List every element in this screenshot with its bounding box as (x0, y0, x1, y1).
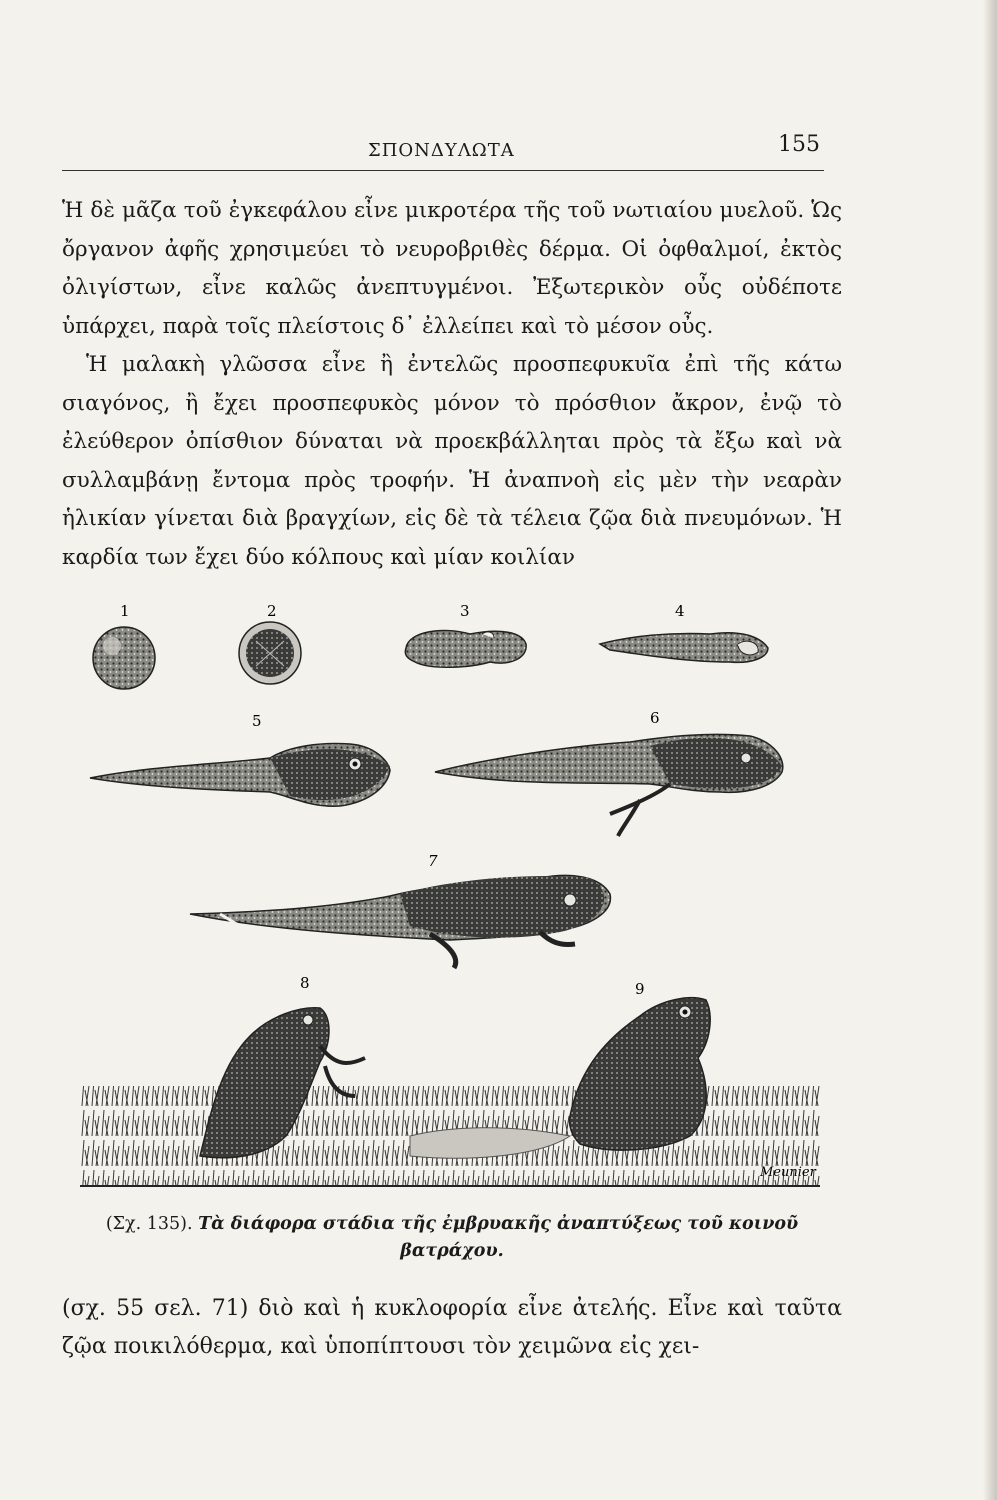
stage-label-6: 6 (650, 709, 660, 727)
artist-signature: Meunier (760, 1165, 816, 1180)
stage-7-froglet (190, 875, 610, 968)
paragraph: (σχ. 55 σελ. 71) διὸ καὶ ἡ κυκλοφορία εἶνε ἀτελής. Εἶνε καὶ ταῦτα ζῷα ποικιλόθερμα, καὶ ὑποπίπτουσι τὸν χειμῶνα εἰς χει- (62, 1296, 842, 1359)
stage-label-3: 3 (460, 602, 470, 620)
stage-1-egg (93, 627, 155, 689)
figure-caption-text: Τὰ διάφορα στάδια τῆς ἐμβρυακῆς ἀναπτύξεως τοῦ κοινοῦ βατράχου. (198, 1214, 799, 1261)
header-rule (62, 170, 824, 171)
grass-ground-scene (80, 1086, 820, 1186)
stage-3-embryo (405, 630, 526, 667)
stage-label-8: 8 (300, 974, 310, 992)
figure-caption (62, 1211, 842, 1265)
stage-label-7: 7 (428, 852, 438, 870)
stage-9-adult-frog (569, 998, 710, 1150)
figure-illustration (70, 596, 850, 1206)
stage-4-tadpole (600, 633, 768, 663)
running-title: ΣΠΟΝΔΥΛΩΤΑ (368, 140, 515, 161)
paragraph: Ἡ μαλακὴ γλῶσσα εἶνε ἢ ἐντελῶς προσπεφυκυῖα ἐπὶ τῆς κάτω σιαγόνος, ἢ ἔχει προσπεφυκὸς μόνον τὸ πρόσθιον ἄκρον, ἐνῷ τὸ ἐλεύθερον ὀπίσθιον δύναται νὰ προεκβάλληται πρὸς τὰ ἔξω καὶ νὰ συλλαμβάνῃ ἔντομα πρὸς τροφήν. Ἡ ἀναπνοὴ εἰς μὲν τὴν νεαρὰν ἡλικίαν γίνεται διὰ βραγχίων, εἰς δὲ τὰ τέλεια ζῷα διὰ πνευμόνων. Ἡ καρδία των ἔχει δύο κόλπους καὶ μίαν κοιλίαν (62, 352, 842, 570)
stage-label-1: 1 (120, 602, 130, 620)
stage-label-9: 9 (635, 980, 645, 998)
stage-label-2: 2 (267, 602, 277, 620)
stage-6-tadpole-legs (435, 734, 783, 836)
stage-label-5: 5 (252, 712, 262, 730)
page-number: 155 (778, 132, 820, 157)
stage-2-embryo (239, 622, 301, 684)
body-text-bottom (62, 1290, 842, 1366)
stage-label-4: 4 (675, 602, 685, 620)
body-text-top (62, 192, 842, 577)
stage-5-tadpole (90, 744, 390, 807)
paragraph: Ἡ δὲ μᾶζα τοῦ ἐγκεφάλου εἶνε μικροτέρα τῆς τοῦ νωτιαίου μυελοῦ. Ὡς ὄργανον ἀφῆς χρησιμεύει τὸ νευροβριθὲς δέρμα. Οἱ ὀφθαλμοί, ἐκτὸς ὀλιγίστων, εἶνε καλῶς ἀνεπτυγμένοι. Ἐξωτερικὸν οὖς οὐδέποτε ὑπάρχει, παρὰ τοῖς πλείστοις δ᾽ ἐλλείπει καὶ τὸ μέσον οὖς. (62, 198, 842, 339)
page-gutter-shadow (983, 0, 997, 1500)
frog-development-figure (70, 596, 850, 1206)
figure-number: (Σχ. 135). (105, 1214, 193, 1234)
